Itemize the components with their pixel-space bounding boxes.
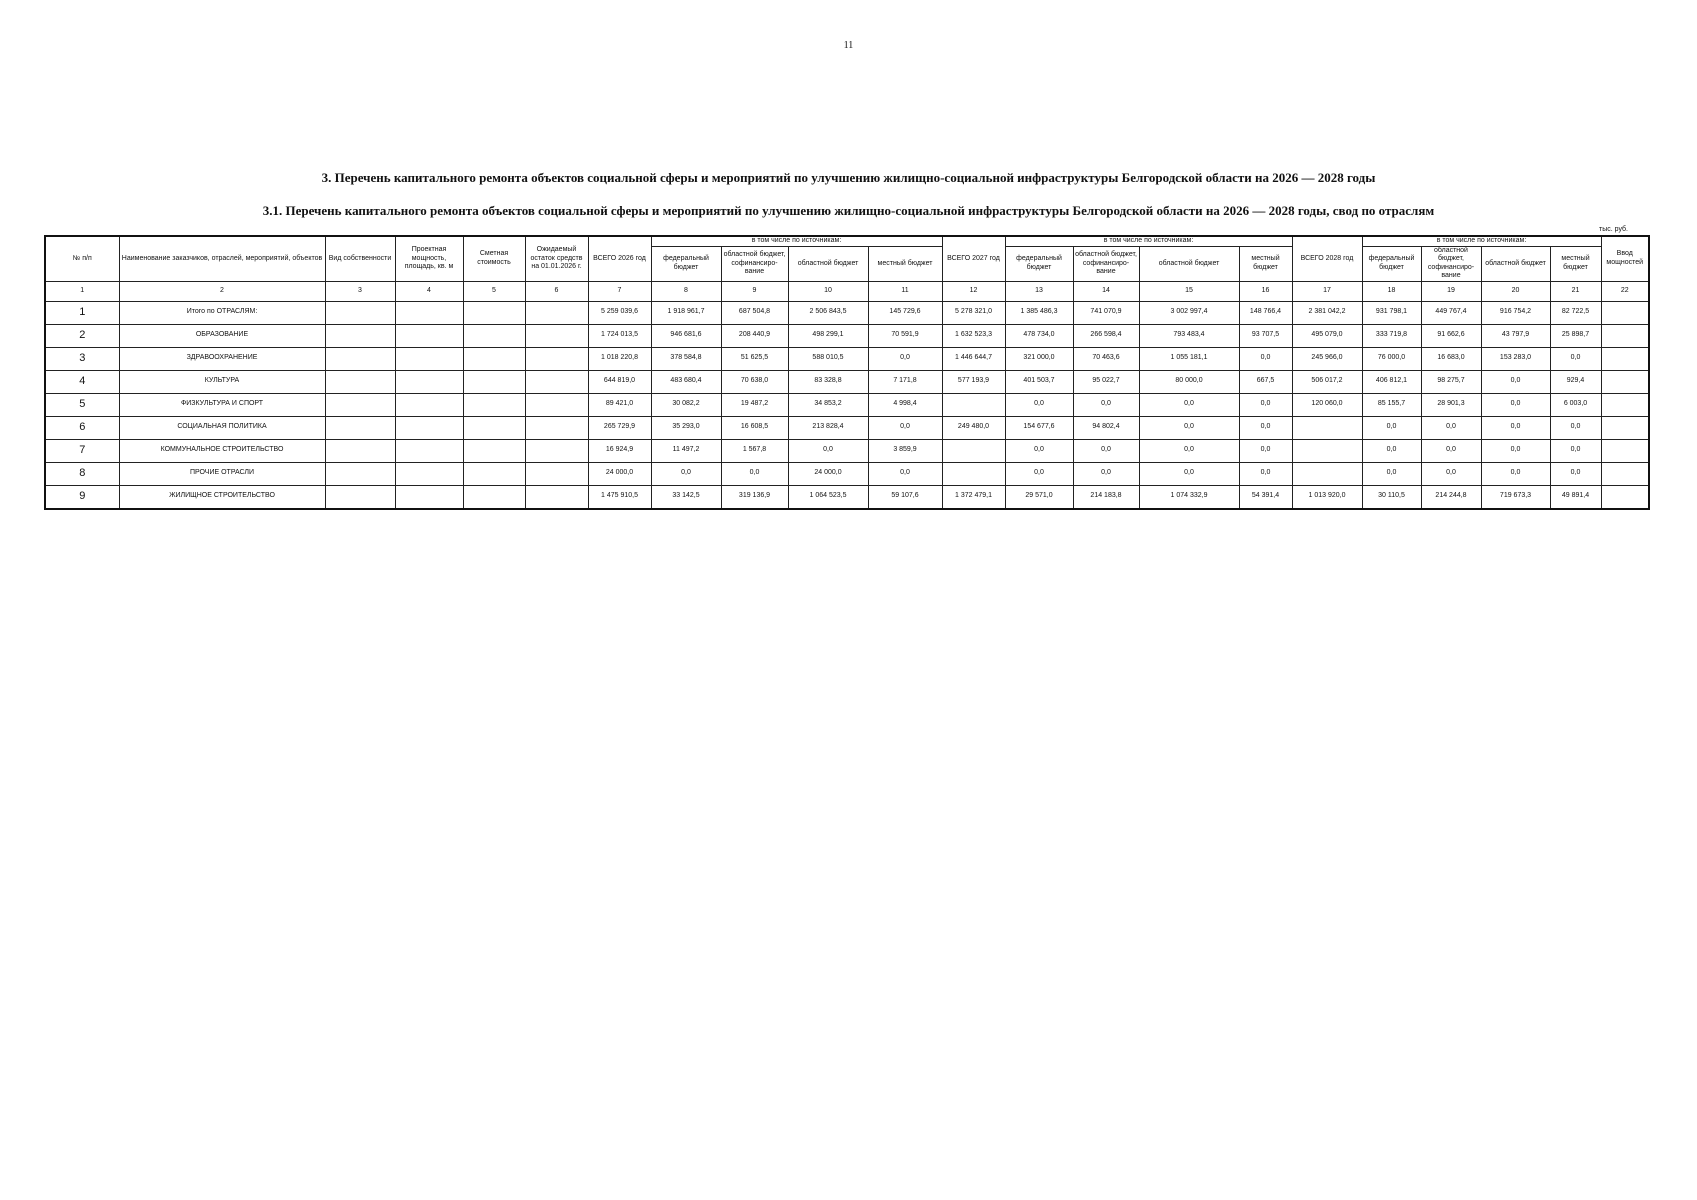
- value-cell: 401 503,7: [1005, 370, 1073, 393]
- value-cell: 0,0: [1421, 416, 1481, 439]
- empty-cell: [525, 462, 588, 485]
- value-cell: 1 724 013,5: [588, 324, 651, 347]
- row-number: 9: [45, 485, 119, 509]
- empty-cell: [525, 393, 588, 416]
- row-number: 8: [45, 462, 119, 485]
- value-cell: 0,0: [788, 439, 868, 462]
- empty-cell: [325, 416, 395, 439]
- value-cell: 30 110,5: [1362, 485, 1421, 509]
- value-cell: 3 002 997,4: [1139, 301, 1239, 324]
- value-cell: 43 797,9: [1481, 324, 1550, 347]
- value-cell: 0,0: [1239, 439, 1292, 462]
- value-cell: 1 385 486,3: [1005, 301, 1073, 324]
- empty-cell: [525, 439, 588, 462]
- value-cell: 93 707,5: [1239, 324, 1292, 347]
- value-cell: 265 729,9: [588, 416, 651, 439]
- empty-cell: [325, 347, 395, 370]
- header-federal-2027: федеральный бюджет: [1005, 247, 1073, 282]
- empty-cell: [525, 370, 588, 393]
- header-total-2026: ВСЕГО 2026 год: [588, 236, 651, 281]
- value-cell: 208 440,9: [721, 324, 788, 347]
- row-name: ЗДРАВООХРАНЕНИЕ: [119, 347, 325, 370]
- header-sources-2028: в том числе по источникам:: [1362, 236, 1601, 247]
- value-cell: 793 483,4: [1139, 324, 1239, 347]
- column-number-cell: 18: [1362, 281, 1421, 301]
- value-cell: 59 107,6: [868, 485, 942, 509]
- value-cell: [1292, 416, 1362, 439]
- row-number: 7: [45, 439, 119, 462]
- row-name: СОЦИАЛЬНАЯ ПОЛИТИКА: [119, 416, 325, 439]
- value-cell: 0,0: [1362, 439, 1421, 462]
- column-number-cell: 21: [1550, 281, 1601, 301]
- table-row: [45, 439, 1649, 462]
- column-number-cell: 17: [1292, 281, 1362, 301]
- header-sources-2026: в том числе по источникам:: [651, 236, 942, 247]
- value-cell: 0,0: [1005, 462, 1073, 485]
- value-cell: 76 000,0: [1362, 347, 1421, 370]
- value-cell: 0,0: [1550, 416, 1601, 439]
- value-cell: 0,0: [1139, 439, 1239, 462]
- value-cell: 95 022,7: [1073, 370, 1139, 393]
- value-cell: 333 719,8: [1362, 324, 1421, 347]
- column-number-cell: 10: [788, 281, 868, 301]
- value-cell: 577 193,9: [942, 370, 1005, 393]
- empty-cell: [525, 485, 588, 509]
- units-label: тыс. руб.: [1599, 226, 1628, 233]
- value-cell: 1 064 523,5: [788, 485, 868, 509]
- value-cell: 19 487,2: [721, 393, 788, 416]
- value-cell: 214 183,8: [1073, 485, 1139, 509]
- empty-cell: [463, 347, 525, 370]
- empty-cell: [325, 439, 395, 462]
- value-cell: 148 766,4: [1239, 301, 1292, 324]
- column-number-cell: 4: [395, 281, 463, 301]
- header-regional-cofin-2027: областной бюджет, софинансиро-вание: [1073, 247, 1139, 282]
- value-cell: 16 608,5: [721, 416, 788, 439]
- value-cell: 498 299,1: [788, 324, 868, 347]
- value-cell: 245 966,0: [1292, 347, 1362, 370]
- value-cell: 11 497,2: [651, 439, 721, 462]
- value-cell: 1 055 181,1: [1139, 347, 1239, 370]
- value-cell: 0,0: [1550, 347, 1601, 370]
- value-cell: 5 278 321,0: [942, 301, 1005, 324]
- row-name: ФИЗКУЛЬТУРА И СПОРТ: [119, 393, 325, 416]
- header-capacity: Проектная мощность, площадь, кв. м: [395, 236, 463, 281]
- empty-cell: [395, 485, 463, 509]
- value-cell: 120 060,0: [1292, 393, 1362, 416]
- table-row: [45, 416, 1649, 439]
- column-number-cell: 19: [1421, 281, 1481, 301]
- column-number-cell: 20: [1481, 281, 1550, 301]
- header-name: Наименование заказчиков, отраслей, мероприятий, объектов: [119, 236, 325, 281]
- value-cell: 5 259 039,6: [588, 301, 651, 324]
- value-cell: [942, 393, 1005, 416]
- value-cell: 495 079,0: [1292, 324, 1362, 347]
- commission-cell: [1601, 462, 1649, 485]
- column-number-cell: 22: [1601, 281, 1649, 301]
- row-number: 3: [45, 347, 119, 370]
- value-cell: 1 446 644,7: [942, 347, 1005, 370]
- commission-cell: [1601, 393, 1649, 416]
- value-cell: 25 898,7: [1550, 324, 1601, 347]
- value-cell: 145 729,6: [868, 301, 942, 324]
- value-cell: 70 591,9: [868, 324, 942, 347]
- empty-cell: [395, 347, 463, 370]
- value-cell: 0,0: [1481, 370, 1550, 393]
- empty-cell: [463, 393, 525, 416]
- commission-cell: [1601, 485, 1649, 509]
- value-cell: [942, 462, 1005, 485]
- value-cell: 54 391,4: [1239, 485, 1292, 509]
- header-num: № п/п: [45, 236, 119, 281]
- header-sources-2027: в том числе по источникам:: [1005, 236, 1292, 247]
- value-cell: 51 625,5: [721, 347, 788, 370]
- value-cell: 214 244,8: [1421, 485, 1481, 509]
- value-cell: [942, 439, 1005, 462]
- header-total-2027: ВСЕГО 2027 год: [942, 236, 1005, 281]
- value-cell: 249 480,0: [942, 416, 1005, 439]
- commission-cell: [1601, 347, 1649, 370]
- table-row: [45, 393, 1649, 416]
- row-number: 6: [45, 416, 119, 439]
- value-cell: 24 000,0: [788, 462, 868, 485]
- value-cell: 29 571,0: [1005, 485, 1073, 509]
- row-name: КОММУНАЛЬНОЕ СТРОИТЕЛЬСТВО: [119, 439, 325, 462]
- header-regional-cofin-2028: областной бюджет, софинансиро-вание: [1421, 247, 1481, 282]
- value-cell: 266 598,4: [1073, 324, 1139, 347]
- empty-cell: [395, 301, 463, 324]
- value-cell: 0,0: [1362, 462, 1421, 485]
- value-cell: 3 859,9: [868, 439, 942, 462]
- value-cell: 644 819,0: [588, 370, 651, 393]
- value-cell: 85 155,7: [1362, 393, 1421, 416]
- column-number-cell: 6: [525, 281, 588, 301]
- empty-cell: [463, 416, 525, 439]
- empty-cell: [525, 301, 588, 324]
- column-number-cell: 3: [325, 281, 395, 301]
- column-number-row: [45, 281, 1649, 301]
- table-row: [45, 324, 1649, 347]
- value-cell: [1292, 462, 1362, 485]
- value-cell: 0,0: [721, 462, 788, 485]
- value-cell: 89 421,0: [588, 393, 651, 416]
- header-ownership: Вид собственности: [325, 236, 395, 281]
- value-cell: 588 010,5: [788, 347, 868, 370]
- value-cell: 0,0: [1073, 462, 1139, 485]
- row-number: 4: [45, 370, 119, 393]
- header-regional-2026: областной бюджет: [788, 247, 868, 282]
- header-remainder: Ожидаемый остаток средств на 01.01.2026 г.: [525, 236, 588, 281]
- header-regional-2028: областной бюджет: [1481, 247, 1550, 282]
- column-number-cell: 16: [1239, 281, 1292, 301]
- table-row: [45, 462, 1649, 485]
- column-number-cell: 8: [651, 281, 721, 301]
- value-cell: 82 722,5: [1550, 301, 1601, 324]
- empty-cell: [525, 416, 588, 439]
- value-cell: 30 082,2: [651, 393, 721, 416]
- value-cell: 506 017,2: [1292, 370, 1362, 393]
- value-cell: 1 372 479,1: [942, 485, 1005, 509]
- value-cell: 0,0: [1005, 393, 1073, 416]
- value-cell: 1 013 920,0: [1292, 485, 1362, 509]
- empty-cell: [395, 370, 463, 393]
- value-cell: 0,0: [1550, 462, 1601, 485]
- value-cell: 91 662,6: [1421, 324, 1481, 347]
- commission-cell: [1601, 439, 1649, 462]
- empty-cell: [395, 462, 463, 485]
- row-name: КУЛЬТУРА: [119, 370, 325, 393]
- value-cell: 80 000,0: [1139, 370, 1239, 393]
- value-cell: 0,0: [1421, 462, 1481, 485]
- value-cell: 0,0: [868, 347, 942, 370]
- commission-cell: [1601, 324, 1649, 347]
- value-cell: 1 018 220,8: [588, 347, 651, 370]
- column-number-cell: 13: [1005, 281, 1073, 301]
- table-row: [45, 370, 1649, 393]
- value-cell: 0,0: [1005, 439, 1073, 462]
- commission-cell: [1601, 370, 1649, 393]
- value-cell: 94 802,4: [1073, 416, 1139, 439]
- value-cell: 0,0: [1073, 439, 1139, 462]
- value-cell: 70 638,0: [721, 370, 788, 393]
- value-cell: 24 000,0: [588, 462, 651, 485]
- empty-cell: [325, 393, 395, 416]
- column-number-cell: 2: [119, 281, 325, 301]
- value-cell: 483 680,4: [651, 370, 721, 393]
- value-cell: 931 798,1: [1362, 301, 1421, 324]
- header-local-2028: местный бюджет: [1550, 247, 1601, 282]
- value-cell: 0,0: [1481, 439, 1550, 462]
- column-number-cell: 5: [463, 281, 525, 301]
- value-cell: 0,0: [1481, 393, 1550, 416]
- commission-cell: [1601, 301, 1649, 324]
- empty-cell: [325, 485, 395, 509]
- table-row: [45, 485, 1649, 509]
- value-cell: 478 734,0: [1005, 324, 1073, 347]
- header-federal-2028: федеральный бюджет: [1362, 247, 1421, 282]
- header-estimate: Сметная стоимость: [463, 236, 525, 281]
- column-number-cell: 9: [721, 281, 788, 301]
- column-number-cell: 7: [588, 281, 651, 301]
- value-cell: [1292, 439, 1362, 462]
- value-cell: 153 283,0: [1481, 347, 1550, 370]
- header-regional-cofin-2026: областной бюджет, софинансиро-вание: [721, 247, 788, 282]
- value-cell: 0,0: [1139, 393, 1239, 416]
- empty-cell: [463, 462, 525, 485]
- value-cell: 2 381 042,2: [1292, 301, 1362, 324]
- row-name: ПРОЧИЕ ОТРАСЛИ: [119, 462, 325, 485]
- row-number: 2: [45, 324, 119, 347]
- value-cell: 0,0: [1421, 439, 1481, 462]
- page-number: 11: [843, 40, 854, 51]
- empty-cell: [325, 462, 395, 485]
- value-cell: 687 504,8: [721, 301, 788, 324]
- column-number-cell: 14: [1073, 281, 1139, 301]
- value-cell: 0,0: [1481, 462, 1550, 485]
- document-title: 3. Перечень капитального ремонта объектов социальной сферы и мероприятий по улучшению жилищно-социальной инфраструктуры Белгородской области на 2026 — 2028 годы: [321, 170, 1376, 185]
- column-number-cell: 12: [942, 281, 1005, 301]
- value-cell: 70 463,6: [1073, 347, 1139, 370]
- value-cell: 83 328,8: [788, 370, 868, 393]
- value-cell: 7 171,8: [868, 370, 942, 393]
- header-regional-2027: областной бюджет: [1139, 247, 1239, 282]
- empty-cell: [525, 324, 588, 347]
- value-cell: 0,0: [1550, 439, 1601, 462]
- value-cell: 916 754,2: [1481, 301, 1550, 324]
- table-row: [45, 347, 1649, 370]
- value-cell: 449 767,4: [1421, 301, 1481, 324]
- value-cell: 319 136,9: [721, 485, 788, 509]
- value-cell: 0,0: [1481, 416, 1550, 439]
- header-local-2026: местный бюджет: [868, 247, 942, 282]
- column-number-cell: 15: [1139, 281, 1239, 301]
- value-cell: 0,0: [868, 462, 942, 485]
- empty-cell: [463, 324, 525, 347]
- value-cell: 0,0: [651, 462, 721, 485]
- value-cell: 16 924,9: [588, 439, 651, 462]
- value-cell: 0,0: [1073, 393, 1139, 416]
- empty-cell: [395, 324, 463, 347]
- value-cell: 406 812,1: [1362, 370, 1421, 393]
- value-cell: 946 681,6: [651, 324, 721, 347]
- empty-cell: [395, 393, 463, 416]
- value-cell: 1 918 961,7: [651, 301, 721, 324]
- value-cell: 0,0: [1239, 347, 1292, 370]
- empty-cell: [463, 301, 525, 324]
- value-cell: 1 074 332,9: [1139, 485, 1239, 509]
- value-cell: 4 998,4: [868, 393, 942, 416]
- header-commission: Ввод мощностей: [1601, 236, 1649, 281]
- row-name: Итого по ОТРАСЛЯМ:: [119, 301, 325, 324]
- value-cell: 929,4: [1550, 370, 1601, 393]
- value-cell: 1 567,8: [721, 439, 788, 462]
- value-cell: 0,0: [1239, 462, 1292, 485]
- value-cell: 0,0: [1362, 416, 1421, 439]
- empty-cell: [463, 370, 525, 393]
- header-federal-2026: федеральный бюджет: [651, 247, 721, 282]
- empty-cell: [463, 485, 525, 509]
- value-cell: 16 683,0: [1421, 347, 1481, 370]
- value-cell: 33 142,5: [651, 485, 721, 509]
- column-number-cell: 1: [45, 281, 119, 301]
- header-local-2027: местный бюджет: [1239, 247, 1292, 282]
- empty-cell: [395, 416, 463, 439]
- empty-cell: [395, 439, 463, 462]
- row-number: 5: [45, 393, 119, 416]
- row-name: ОБРАЗОВАНИЕ: [119, 324, 325, 347]
- empty-cell: [325, 370, 395, 393]
- value-cell: 35 293,0: [651, 416, 721, 439]
- empty-cell: [463, 439, 525, 462]
- value-cell: 49 891,4: [1550, 485, 1601, 509]
- empty-cell: [525, 347, 588, 370]
- value-cell: 213 828,4: [788, 416, 868, 439]
- value-cell: 741 070,9: [1073, 301, 1139, 324]
- value-cell: 34 853,2: [788, 393, 868, 416]
- value-cell: 2 506 843,5: [788, 301, 868, 324]
- row-number: 1: [45, 301, 119, 324]
- value-cell: 321 000,0: [1005, 347, 1073, 370]
- value-cell: 0,0: [1239, 393, 1292, 416]
- document-subtitle: 3.1. Перечень капитального ремонта объектов социальной сферы и мероприятий по улучшению жилищно-социальной инфраструктуры Белгородской области на 2026 — 2028 годы, свод по отраслям: [262, 203, 1435, 218]
- value-cell: 667,5: [1239, 370, 1292, 393]
- value-cell: 0,0: [1139, 462, 1239, 485]
- value-cell: 0,0: [1139, 416, 1239, 439]
- value-cell: 1 632 523,3: [942, 324, 1005, 347]
- summary-table: [44, 235, 1650, 510]
- value-cell: 1 475 910,5: [588, 485, 651, 509]
- empty-cell: [325, 324, 395, 347]
- value-cell: 378 584,8: [651, 347, 721, 370]
- value-cell: 98 275,7: [1421, 370, 1481, 393]
- value-cell: 28 901,3: [1421, 393, 1481, 416]
- value-cell: 0,0: [1239, 416, 1292, 439]
- table-row: [45, 301, 1649, 324]
- value-cell: 0,0: [868, 416, 942, 439]
- row-name: ЖИЛИЩНОЕ СТРОИТЕЛЬСТВО: [119, 485, 325, 509]
- column-number-cell: 11: [868, 281, 942, 301]
- value-cell: 719 673,3: [1481, 485, 1550, 509]
- empty-cell: [325, 301, 395, 324]
- value-cell: 154 677,6: [1005, 416, 1073, 439]
- commission-cell: [1601, 416, 1649, 439]
- value-cell: 6 003,0: [1550, 393, 1601, 416]
- header-total-2028: ВСЕГО 2028 год: [1292, 236, 1362, 281]
